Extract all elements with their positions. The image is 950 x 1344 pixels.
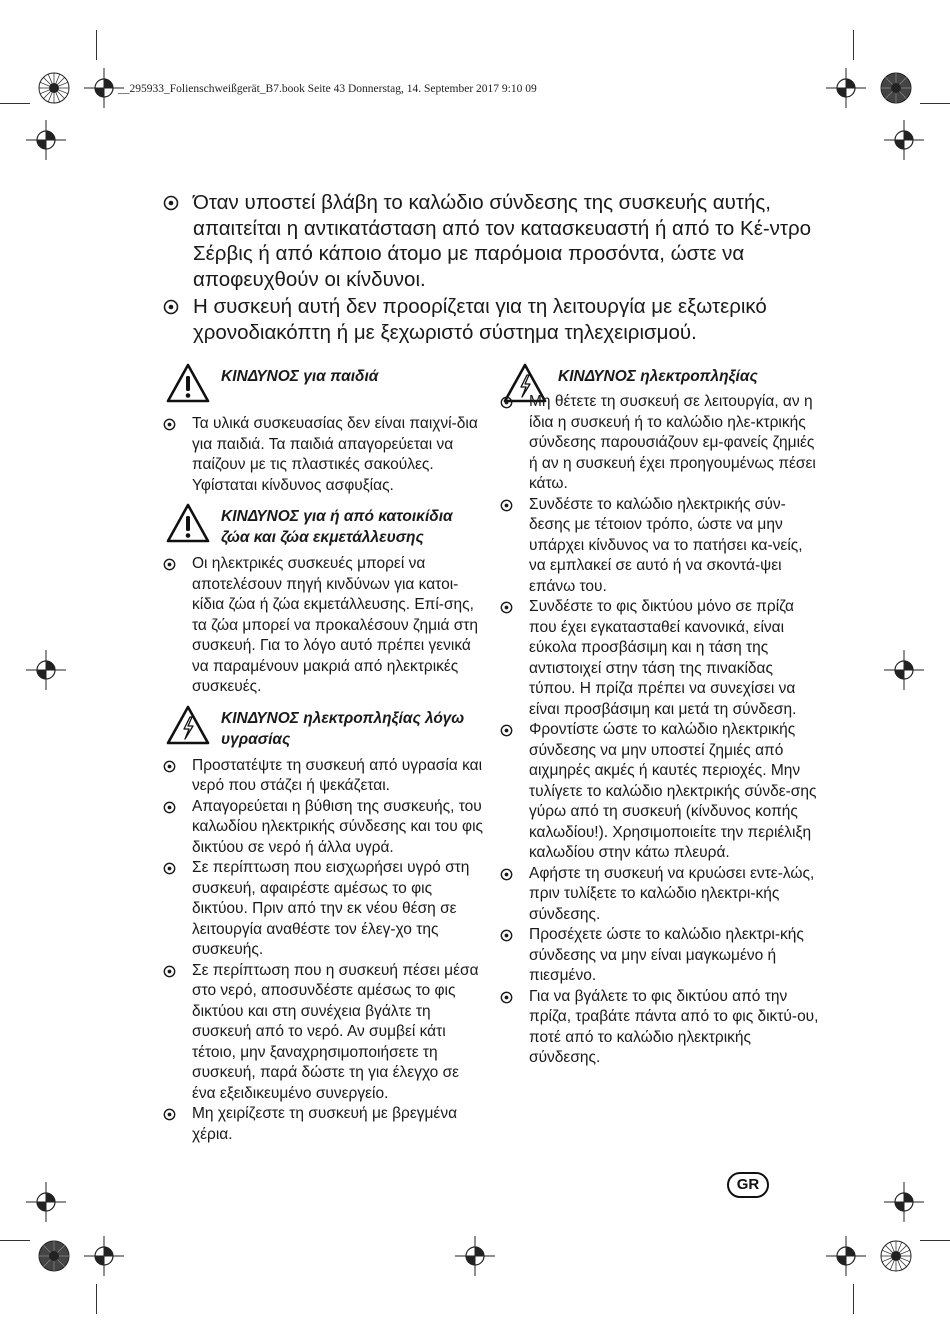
- circle-bullet-icon: [500, 929, 513, 942]
- warning-title: ΚΙΝΔΥΝΟΣ για ή από κατοικίδια ζώα και ζώα εκμετάλλευσης: [221, 508, 453, 546]
- list-item-text: Συνδέστε το καλώδιο ηλεκτρικής σύν-δεσης με τέτοιον τρόπο, ώστε να μην υπάρχει κίνδυνος να το πατήσει κα-νείς, να εμπλακεί σε αυτό ή να σκοντά-ψει επάνω του.: [529, 495, 803, 595]
- crosshair-mark: [24, 1180, 68, 1224]
- list-item-text: Τα υλικά συσκευασίας δεν είναι παιχνί-δια για παιδιά. Τα παιδιά απαγορεύεται να παίζουν με τις πλαστικές σακούλες. Υφίσταται κίνδυνος ασφυξίας.: [192, 415, 478, 494]
- list-item-text: Προσέχετε ώστε το καλώδιο ηλεκτρι-κής σύνδεσης να μην είναι μαγκωμένο ή πιεσμένο.: [529, 926, 804, 984]
- circle-bullet-icon: [163, 558, 176, 571]
- circle-bullet-icon: [500, 601, 513, 614]
- list-item: [500, 925, 820, 987]
- registration-mark: [32, 66, 76, 110]
- circle-bullet-icon: [500, 991, 513, 1004]
- crosshair-mark: [824, 1234, 868, 1278]
- circle-bullet-icon: [500, 499, 513, 512]
- exclamation-warning-icon: [165, 502, 211, 544]
- crosshair-mark: [882, 648, 926, 692]
- list-item-text: Απαγορεύεται η βύθιση της συσκευής, του καλωδίου ηλεκτρικής σύνδεσης και του φις δικτύου σε νερό ή άλλα υγρά.: [192, 797, 484, 856]
- circle-bullet-icon: [163, 965, 176, 978]
- list-item-text: Μη χειρίζεστε τη συσκευή με βρεγμένα χέρια.: [192, 1105, 458, 1143]
- list-item: [500, 495, 820, 598]
- warning-title: ΚΙΝΔΥΝΟΣ ηλεκτροπληξίας: [558, 368, 758, 385]
- intro-item-text: Όταν υποστεί βλάβη το καλώδιο σύνδεσης της συσκευής αυτής, απαιτείται η αντικατάσταση από τον κατασκευαστή ή από το Κέ-ντρο Σέρβις ή από κάποιο άτομο με παρόμοια προσόντα, ώστε να αποφευχθούν οι κίνδυνοι.: [193, 191, 812, 291]
- crosshair-mark: [82, 1234, 126, 1278]
- intro-item: [163, 190, 823, 292]
- circle-bullet-icon: [163, 418, 176, 431]
- crosshair-mark: [824, 66, 868, 110]
- list-item: [163, 858, 483, 961]
- circle-bullet-icon: [500, 396, 513, 409]
- list-item: [163, 1104, 483, 1145]
- circle-bullet-icon: [163, 862, 176, 875]
- crop-line: [0, 1240, 30, 1241]
- list-item-text: Προστατέψτε τη συσκευή από υγρασία και νερό που στάζει ή ψεκάζεται.: [192, 756, 483, 794]
- list-item-text: Για να βγάλετε το φις δικτύου από την πρίζα, τραβάτε πάντα από το φις δικτύ-ου, ποτέ από το καλώδιο ηλεκτρικής σύνδεσης.: [529, 987, 819, 1066]
- circle-bullet-icon: [163, 299, 179, 315]
- registration-mark: [32, 1234, 76, 1278]
- crosshair-mark: [882, 1180, 926, 1224]
- warning-items-animals: [163, 554, 483, 698]
- left-column: [163, 366, 483, 1155]
- circle-bullet-icon: [500, 868, 513, 881]
- crop-line: [920, 1240, 950, 1241]
- circle-bullet-icon: [163, 760, 176, 773]
- print-file-header: __295933_Folienschweißgerät_B7.book Seite 43 Donnerstag, 14. September 2017 9:10 09: [118, 83, 537, 95]
- crosshair-mark: [24, 118, 68, 162]
- crop-line: [96, 1284, 97, 1314]
- crop-line: [0, 103, 30, 104]
- registration-mark: [874, 1234, 918, 1278]
- list-item: [163, 797, 483, 859]
- crosshair-mark: [24, 648, 68, 692]
- crop-line: [853, 30, 854, 60]
- list-item-text: Σε περίπτωση που εισχωρήσει υγρό στη συσκευή, αφαιρέστε αμέσως το φις δικτύου. Πριν από την εκ νέου θέση σε λειτουργία αναθέστε τον έλεγ-χο της συσκευής.: [192, 859, 470, 958]
- circle-bullet-icon: [500, 724, 513, 737]
- circle-bullet-icon: [163, 801, 176, 814]
- language-badge: GR: [727, 1172, 769, 1198]
- right-column: [500, 366, 820, 1079]
- circle-bullet-icon: [163, 1108, 176, 1121]
- intro-item: [163, 294, 823, 345]
- warning-heading-moisture: [163, 708, 483, 754]
- list-item: [163, 756, 483, 797]
- crop-line: [920, 103, 950, 104]
- list-item-text: Συνδέστε το φις δικτύου μόνο σε πρίζα που έχει εγκατασταθεί κανονικά, είναι εύκολα προσβάσιμη και η τάση της αντιστοιχεί στην τάση της πινακίδας τύπου. Η πρίζα πρέπει να συνεχίσει να είναι προσβάσιμη και μετά τη σύνδεση.: [529, 598, 797, 718]
- list-item: [500, 987, 820, 1069]
- list-item-text: Σε περίπτωση που η συσκευή πέσει μέσα στο νερό, αποσυνδέστε αμέσως το φις δικτύου και στη συνέχεια βγάλτε τη συσκευή από το νερό. Αν συμβεί κάτι τέτοιο, μην ξαναχρησιμοποιήσετε τη συσκευή, παρά δώστε τη για έλεγχο σε ένα εξειδικευμένο συνεργείο.: [192, 961, 479, 1102]
- list-item-text: Αφήστε τη συσκευή να κρυώσει εντε-λώς, πριν τυλίξετε το καλώδιο ηλεκτρι-κής σύνδεσης.: [529, 864, 815, 923]
- warning-title: ΚΙΝΔΥΝΟΣ ηλεκτροπληξίας λόγω υγρασίας: [221, 709, 465, 748]
- warning-title: ΚΙΝΔΥΝΟΣ για παιδιά: [221, 368, 379, 385]
- list-item: [163, 414, 483, 496]
- warning-items-children: [163, 414, 483, 496]
- list-item: [500, 392, 820, 495]
- crosshair-mark: [882, 118, 926, 162]
- electric-shock-warning-icon: [165, 704, 211, 746]
- crop-line: [96, 30, 97, 60]
- list-item-text: Φροντίστε ώστε το καλώδιο ηλεκτρικής σύνδεσης να μην υποστεί ζημιές από αιχμηρές ακμές ή καυτές περιοχές. Μην τυλίγετε το καλώδιο ηλεκτρικής σύνδε-σης γύρω από τη συσκευή (κίνδυνος κοπής καλωδίου!). Χρησιμοποιείτε την περιέλιξη καλωδίου στην κάτω πλευρά.: [529, 721, 817, 861]
- warning-heading-children: [163, 366, 483, 412]
- list-item: [163, 554, 483, 698]
- list-item-text: Μη θέτετε τη συσκευή σε λειτουργία, αν η ίδια η συσκευή ή το καλώδιο ηλε-κτρικής σύνδεσης παρουσιάζουν εμ-φανείς ζημιές ή αν η συσκευή έχει προηγουμένως πέσει κάτω.: [529, 393, 816, 492]
- list-item: [500, 864, 820, 926]
- warning-heading-animals: [163, 506, 483, 552]
- circle-bullet-icon: [163, 195, 179, 211]
- warning-items-shock: [500, 392, 820, 1069]
- list-item: [500, 720, 820, 864]
- crosshair-mark: [453, 1234, 497, 1278]
- registration-mark: [874, 66, 918, 110]
- list-item-text: Οι ηλεκτρικές συσκευές μπορεί να αποτελέσουν πηγή κινδύνων για κατοι-κίδια ζώα ή ζώα εκμετάλλευσης. Επί-σης, τα ζώα μπορεί να προκαλέσουν ζημιά στη συσκευή. Για το λόγο αυτό πρέπει γενικά να παραμένουν μακριά από ηλεκτρικές συσκευές.: [192, 555, 479, 695]
- crop-line: [853, 1284, 854, 1314]
- list-item: [500, 597, 820, 720]
- list-item: [163, 961, 483, 1105]
- intro-item-text: Η συσκευή αυτή δεν προορίζεται για τη λειτουργία με εξωτερικό χρονοδιακόπτη ή με ξεχωριστό σύστημα τηλεχειρισμού.: [193, 295, 767, 344]
- intro-bullet-list: [163, 190, 823, 347]
- warning-items-moisture: [163, 756, 483, 1146]
- exclamation-warning-icon: [165, 362, 211, 404]
